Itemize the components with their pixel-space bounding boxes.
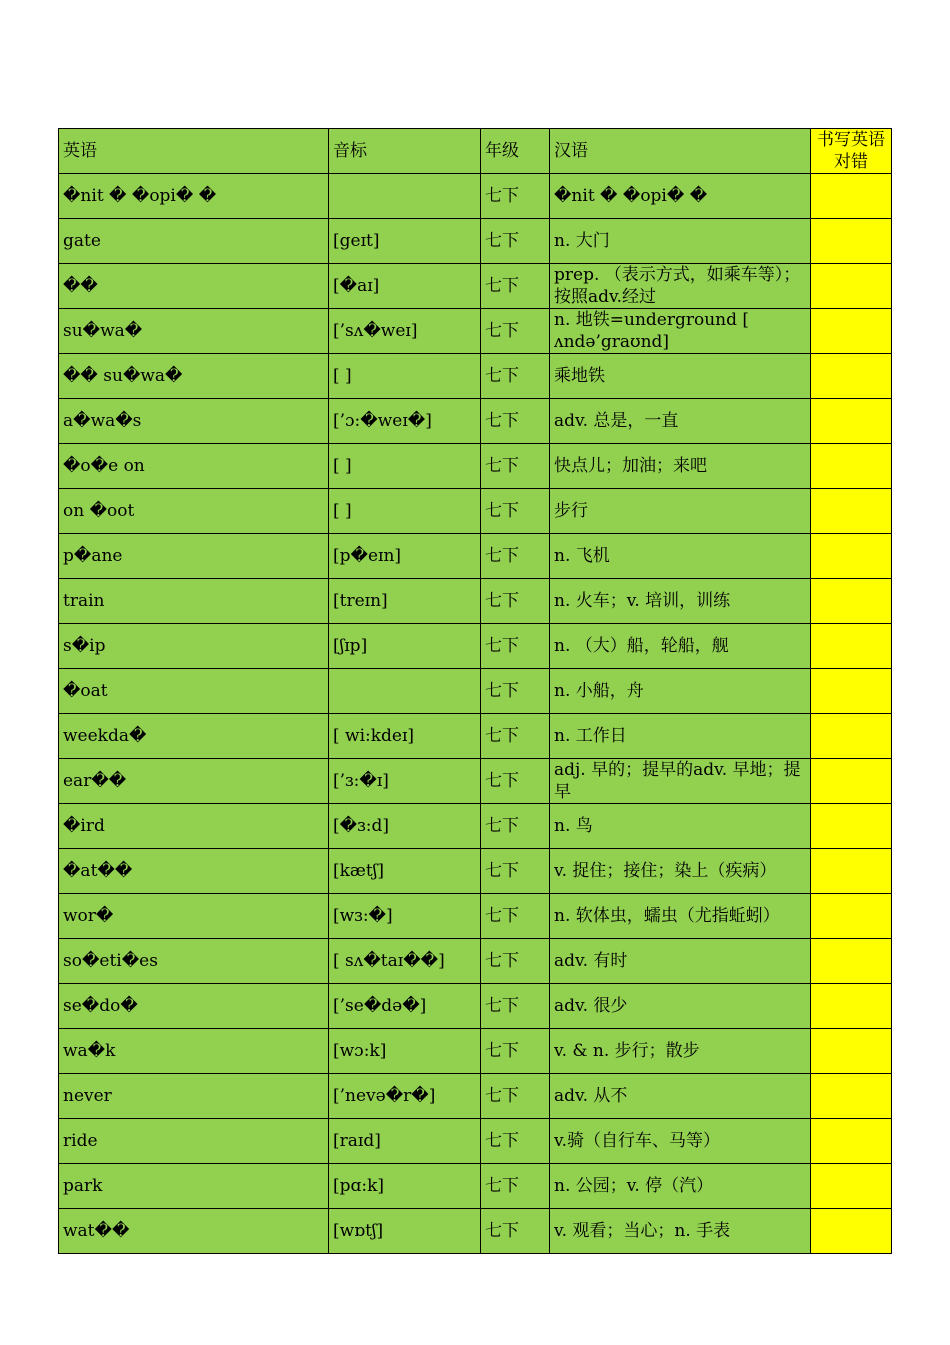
table-row — [59, 534, 892, 579]
grade-cell: 七下 — [481, 984, 550, 1029]
check-cell[interactable] — [811, 849, 892, 894]
check-cell[interactable] — [811, 669, 892, 714]
word-cell: ride — [59, 1119, 329, 1164]
phonetic-cell: [treɪn] — [329, 579, 481, 624]
check-cell[interactable] — [811, 1164, 892, 1209]
check-cell[interactable] — [811, 984, 892, 1029]
grade-cell: 七下 — [481, 399, 550, 444]
word-cell: �ird — [59, 804, 329, 849]
phonetic-cell: [ ] — [329, 444, 481, 489]
grade-cell: 七下 — [481, 174, 550, 219]
meaning-cell: v. & n. 步行；散步 — [550, 1029, 811, 1074]
meaning-cell: v. 观看；当心；n. 手表 — [550, 1209, 811, 1254]
table-row — [59, 984, 892, 1029]
grade-cell: 七下 — [481, 444, 550, 489]
table-row — [59, 624, 892, 669]
table-row — [59, 1209, 892, 1254]
check-cell[interactable] — [811, 444, 892, 489]
phonetic-cell: [raɪd] — [329, 1119, 481, 1164]
meaning-cell: v.骑（自行车、马等） — [550, 1119, 811, 1164]
grade-cell: 七下 — [481, 264, 550, 309]
phonetic-cell: [�ɜ:d] — [329, 804, 481, 849]
word-cell: park — [59, 1164, 329, 1209]
meaning-cell: n. （大）船，轮船，舰 — [550, 624, 811, 669]
grade-cell: 七下 — [481, 489, 550, 534]
phonetic-cell: [geɪt] — [329, 219, 481, 264]
table-row — [59, 759, 892, 804]
word-cell: wa�k — [59, 1029, 329, 1074]
meaning-cell: 步行 — [550, 489, 811, 534]
table-row — [59, 399, 892, 444]
word-cell: gate — [59, 219, 329, 264]
table-row — [59, 1074, 892, 1119]
meaning-cell: n. 软体虫，蠕虫（尤指蚯蚓） — [550, 894, 811, 939]
word-cell: weekda� — [59, 714, 329, 759]
table-row — [59, 804, 892, 849]
phonetic-cell: [ wi:kdeɪ] — [329, 714, 481, 759]
grade-cell: 七下 — [481, 579, 550, 624]
phonetic-cell: [p�eɪn] — [329, 534, 481, 579]
phonetic-cell: [ʃɪp] — [329, 624, 481, 669]
header-chinese: 汉语 — [550, 129, 811, 174]
word-cell: s�ip — [59, 624, 329, 669]
table-row — [59, 444, 892, 489]
vocabulary-table — [58, 128, 892, 1254]
grade-cell: 七下 — [481, 1074, 550, 1119]
phonetic-cell — [329, 174, 481, 219]
word-cell: on �oot — [59, 489, 329, 534]
table-row — [59, 354, 892, 399]
word-cell: ear�� — [59, 759, 329, 804]
meaning-cell: n. 飞机 — [550, 534, 811, 579]
meaning-cell: n. 火车；v. 培训，训练 — [550, 579, 811, 624]
check-cell[interactable] — [811, 1074, 892, 1119]
word-cell: se�do� — [59, 984, 329, 1029]
word-cell: never — [59, 1074, 329, 1119]
table-row — [59, 264, 892, 309]
table-row — [59, 1029, 892, 1074]
check-cell[interactable] — [811, 264, 892, 309]
word-cell: �� — [59, 264, 329, 309]
word-cell: p�ane — [59, 534, 329, 579]
check-cell[interactable] — [811, 714, 892, 759]
word-cell: �at�� — [59, 849, 329, 894]
check-cell[interactable] — [811, 624, 892, 669]
header-row — [59, 129, 892, 174]
table-row — [59, 849, 892, 894]
grade-cell: 七下 — [481, 309, 550, 354]
phonetic-cell: [pɑ:k] — [329, 1164, 481, 1209]
word-cell: �� su�wa� — [59, 354, 329, 399]
grade-cell: 七下 — [481, 219, 550, 264]
grade-cell: 七下 — [481, 849, 550, 894]
check-cell[interactable] — [811, 309, 892, 354]
grade-cell: 七下 — [481, 1164, 550, 1209]
grade-cell: 七下 — [481, 939, 550, 984]
grade-cell: 七下 — [481, 714, 550, 759]
table-row — [59, 489, 892, 534]
table-row — [59, 714, 892, 759]
phonetic-cell: [’nevə�r�] — [329, 1074, 481, 1119]
grade-cell: 七下 — [481, 1209, 550, 1254]
grade-cell: 七下 — [481, 1029, 550, 1074]
header-grade: 年级 — [481, 129, 550, 174]
phonetic-cell: [’ɜ:�ɪ] — [329, 759, 481, 804]
check-cell[interactable] — [811, 489, 892, 534]
check-cell[interactable] — [811, 1119, 892, 1164]
meaning-cell: 快点儿；加油；来吧 — [550, 444, 811, 489]
check-cell[interactable] — [811, 1209, 892, 1254]
check-cell[interactable] — [811, 579, 892, 624]
phonetic-cell: [’sʌ�weɪ] — [329, 309, 481, 354]
meaning-cell: v. 捉住；接住；染上（疾病） — [550, 849, 811, 894]
check-cell[interactable] — [811, 939, 892, 984]
word-cell: wor� — [59, 894, 329, 939]
phonetic-cell: [’se�də�] — [329, 984, 481, 1029]
phonetic-cell: [ ] — [329, 354, 481, 399]
grade-cell: 七下 — [481, 759, 550, 804]
check-cell[interactable] — [811, 534, 892, 579]
phonetic-cell: [wɒtʃ] — [329, 1209, 481, 1254]
phonetic-cell: [�aɪ] — [329, 264, 481, 309]
check-cell[interactable] — [811, 804, 892, 849]
word-cell: �oat — [59, 669, 329, 714]
phonetic-cell: [wɜ:�] — [329, 894, 481, 939]
check-cell[interactable] — [811, 174, 892, 219]
grade-cell: 七下 — [481, 669, 550, 714]
check-cell[interactable] — [811, 894, 892, 939]
header-english: 英语 — [59, 129, 329, 174]
meaning-cell: adv. 从不 — [550, 1074, 811, 1119]
phonetic-cell: [ sʌ�taɪ��] — [329, 939, 481, 984]
table-row — [59, 579, 892, 624]
grade-cell: 七下 — [481, 534, 550, 579]
word-cell: su�wa� — [59, 309, 329, 354]
meaning-cell: �nit � �opi� � — [550, 174, 811, 219]
phonetic-cell: [kætʃ] — [329, 849, 481, 894]
meaning-cell: n. 鸟 — [550, 804, 811, 849]
meaning-cell: n. 地铁=underground [ ʌndə’graʊnd] — [550, 309, 811, 354]
table-row — [59, 1119, 892, 1164]
check-cell[interactable] — [811, 219, 892, 264]
table-row — [59, 219, 892, 264]
word-cell: �nit � �opi� � — [59, 174, 329, 219]
table-row — [59, 894, 892, 939]
meaning-cell: n. 小船，舟 — [550, 669, 811, 714]
word-cell: so�eti�es — [59, 939, 329, 984]
grade-cell: 七下 — [481, 624, 550, 669]
meaning-cell: 乘地铁 — [550, 354, 811, 399]
meaning-cell: adv. 很少 — [550, 984, 811, 1029]
table-row — [59, 669, 892, 714]
meaning-cell: n. 大门 — [550, 219, 811, 264]
phonetic-cell: [’ɔ:�weɪ�] — [329, 399, 481, 444]
check-cell[interactable] — [811, 399, 892, 444]
word-cell: a�wa�s — [59, 399, 329, 444]
grade-cell: 七下 — [481, 894, 550, 939]
check-cell[interactable] — [811, 1029, 892, 1074]
phonetic-cell: [wɔ:k] — [329, 1029, 481, 1074]
check-cell[interactable] — [811, 759, 892, 804]
check-cell[interactable] — [811, 354, 892, 399]
table-row — [59, 939, 892, 984]
meaning-cell: adv. 总是，一直 — [550, 399, 811, 444]
meaning-cell: n. 公园；v. 停（汽） — [550, 1164, 811, 1209]
word-cell: �o�e on — [59, 444, 329, 489]
meaning-cell: prep. （表示方式，如乘车等）；按照adv.经过 — [550, 264, 811, 309]
header-check: 书写英语对错 — [811, 129, 892, 174]
header-phonetic: 音标 — [329, 129, 481, 174]
grade-cell: 七下 — [481, 804, 550, 849]
phonetic-cell: [ ] — [329, 489, 481, 534]
meaning-cell: adj. 早的；提早的adv. 早地；提早 — [550, 759, 811, 804]
meaning-cell: adv. 有时 — [550, 939, 811, 984]
word-cell: train — [59, 579, 329, 624]
word-cell: wat�� — [59, 1209, 329, 1254]
grade-cell: 七下 — [481, 354, 550, 399]
phonetic-cell — [329, 669, 481, 714]
meaning-cell: n. 工作日 — [550, 714, 811, 759]
table-row — [59, 1164, 892, 1209]
table-row — [59, 174, 892, 219]
vocabulary-table-body — [59, 129, 892, 1254]
grade-cell: 七下 — [481, 1119, 550, 1164]
table-row — [59, 309, 892, 354]
